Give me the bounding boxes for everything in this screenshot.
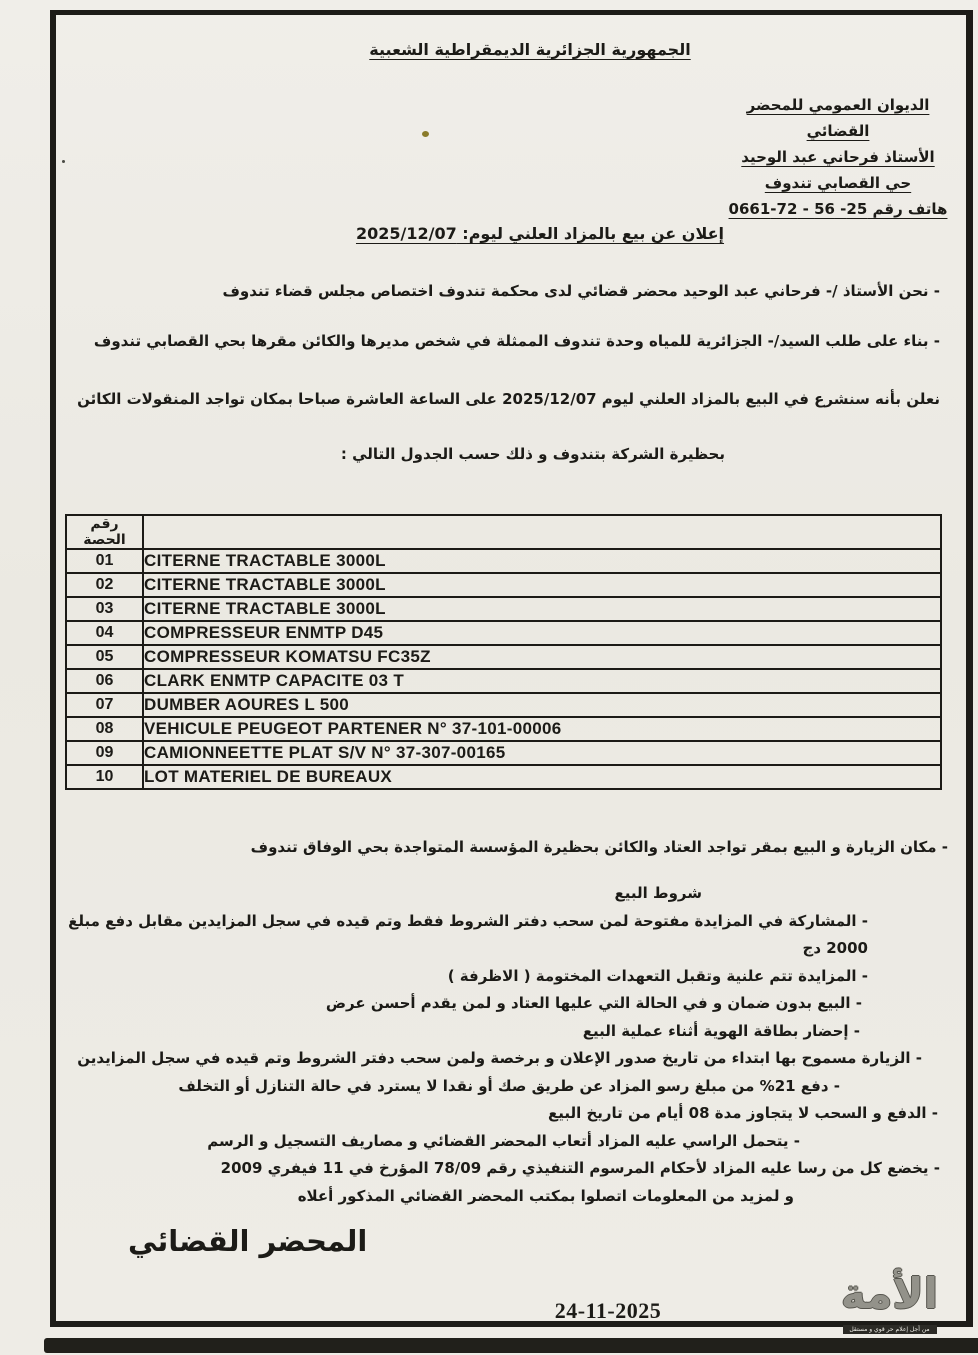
table-row [66, 669, 941, 693]
table-row [66, 549, 941, 573]
condition-line: - المشاركة في المزايدة مفتوحة لمن سحب دفتر الشروط فقط وتم قيده في سجل المزايدين مقابل دفع مبلغ 2000 دج [68, 911, 868, 957]
sale-conditions-section [55, 880, 940, 1210]
intro-requester-line: - بناء على طلب السيد/- الجزائرية للمياه وحدة تندوف الممثلة في شخص مديرها والكائن مقرها بحي القصابي تندوف [93, 332, 940, 350]
table-row [66, 765, 941, 789]
auction-announcement-title: إعلان عن بيع بالمزاد العلني ليوم: 2025/12/07 [355, 224, 725, 243]
condition-line: - يتحمل الراسي عليه المزاد أتعاب المحضر القضائي و مصاريف التسجيل و الرسم [207, 1131, 800, 1150]
lot-number-cell: 05 [66, 645, 143, 669]
table-row [66, 741, 941, 765]
lot-description-cell: CAMIONNEETTE PLAT S/V N° 37-307-00165 [143, 741, 941, 765]
condition-line: - البيع بدون ضمان و في الحالة التي عليها العتاد و لمن يقدم أحسن عرض [325, 994, 862, 1012]
newspaper-logo [817, 1269, 962, 1335]
lot-number-cell: 03 [66, 597, 143, 621]
scan-speck [62, 160, 65, 163]
lot-description-cell: CLARK ENMTP CAPACITE 03 T [143, 669, 941, 693]
bailiff-office-block [713, 92, 963, 222]
lot-number-cell: 07 [66, 693, 143, 717]
lot-number-cell: 10 [66, 765, 143, 789]
lot-number-cell: 02 [66, 573, 143, 597]
conditions-heading: شروط البيع [614, 884, 702, 902]
table-row [66, 645, 941, 669]
table-row [66, 693, 941, 717]
logo-wordmark: الأمة [840, 1269, 939, 1318]
lot-number-cell: 08 [66, 717, 143, 741]
office-name: الديوان العمومي للمحضر القضائي [746, 96, 930, 140]
logo-tagline: من أجل إعلام حر قوي و مستقل [843, 1325, 937, 1334]
lot-number-header: رقم الحصة [66, 515, 143, 549]
condition-line: - إحضار بطاقة الهوية أثناء عملية البيع [582, 1021, 860, 1040]
table-row [66, 717, 941, 741]
scan-bottom-bar [44, 1338, 978, 1353]
lots-table [65, 514, 942, 790]
condition-line: - المزايدة تتم علنية وتقبل التعهدات المختومة ( الاظرفة ) [447, 966, 868, 985]
lot-number-cell: 09 [66, 741, 143, 765]
lot-description-cell: CITERNE TRACTABLE 3000L [143, 549, 941, 573]
condition-line: و لمزيد من المعلومات اتصلوا بمكتب المحضر القضائي المذكور أعلاه [297, 1186, 794, 1205]
lot-description-cell: DUMBER AOURES L 500 [143, 693, 941, 717]
lot-description-cell: CITERNE TRACTABLE 3000L [143, 597, 941, 621]
intro-bailiff-line: - نحن الأستاذ /- فرحاني عبد الوحيد محضر قضائي لدى محكمة تندوف اختصاص مجلس قضاء تندوف [222, 282, 940, 300]
footer-date: 24-11-2025 [554, 1298, 662, 1323]
lot-number-cell: 04 [66, 621, 143, 645]
lots-table-body [66, 549, 941, 789]
table-row [66, 621, 941, 645]
office-address: حي القصابي تندوف [764, 174, 912, 192]
visit-location-line: - مكان الزيارة و البيع بمقر تواجد العتاد والكائن بحظيرة المؤسسة المتواجدة بحي الوفاق تندوف [250, 838, 948, 856]
item-header-empty [143, 515, 941, 549]
lot-description-cell: CITERNE TRACTABLE 3000L [143, 573, 941, 597]
table-row [66, 573, 941, 597]
table-row [66, 597, 941, 621]
republic-title: الجمهورية الجزائرية الديمقراطية الشعبية [369, 40, 691, 59]
condition-line: - الدفع و السحب لا يتجاوز مدة 08 أيام من تاريخ البيع [547, 1104, 938, 1122]
lot-number-cell: 01 [66, 549, 143, 573]
condition-line: - الزيارة مسموح بها ابتداء من تاريخ صدور الإعلان و برخصة ولمن سحب دفتر الشروط وتم قيده في سجل المزايدين [77, 1049, 922, 1067]
lot-number-cell: 06 [66, 669, 143, 693]
lot-description-cell: COMPRESSEUR ENMTP D45 [143, 621, 941, 645]
condition-line: - يخضع كل من رسا عليه المزاد لأحكام المرسوم التنفيذي رقم 78/09 المؤرخ في 11 فيفري 2009 [220, 1159, 940, 1177]
intro-sale-datetime-line: نعلن بأنه سنشرع في البيع بالمزاد العلني ليوم 2025/12/07 على الساعة العاشرة صباحا بمكان تواجد المنقولات الكائن [77, 390, 940, 408]
office-phone: هاتف رقم 25- 56 - 72-0661 [728, 200, 948, 218]
lot-description-cell: VEHICULE PEUGEOT PARTENER N° 37-101-00006 [143, 717, 941, 741]
intro-location-line: بحظيرة الشركة بتندوف و ذلك حسب الجدول التالي : [340, 445, 725, 463]
lot-description-cell: LOT MATERIEL DE BUREAUX [143, 765, 941, 789]
scan-speck [422, 131, 429, 137]
lot-description-cell: COMPRESSEUR KOMATSU FC35Z [143, 645, 941, 669]
condition-line: - دفع 21% من مبلغ رسو المزاد عن طريق صك أو نقدا لا يسترد في حالة التنازل أو التخلف [178, 1076, 840, 1095]
signature-label: المحضر القضائي [128, 1224, 368, 1258]
bailiff-name: الأستاذ فرحاني عبد الوحيد [741, 148, 935, 166]
table-header-row [66, 515, 941, 549]
